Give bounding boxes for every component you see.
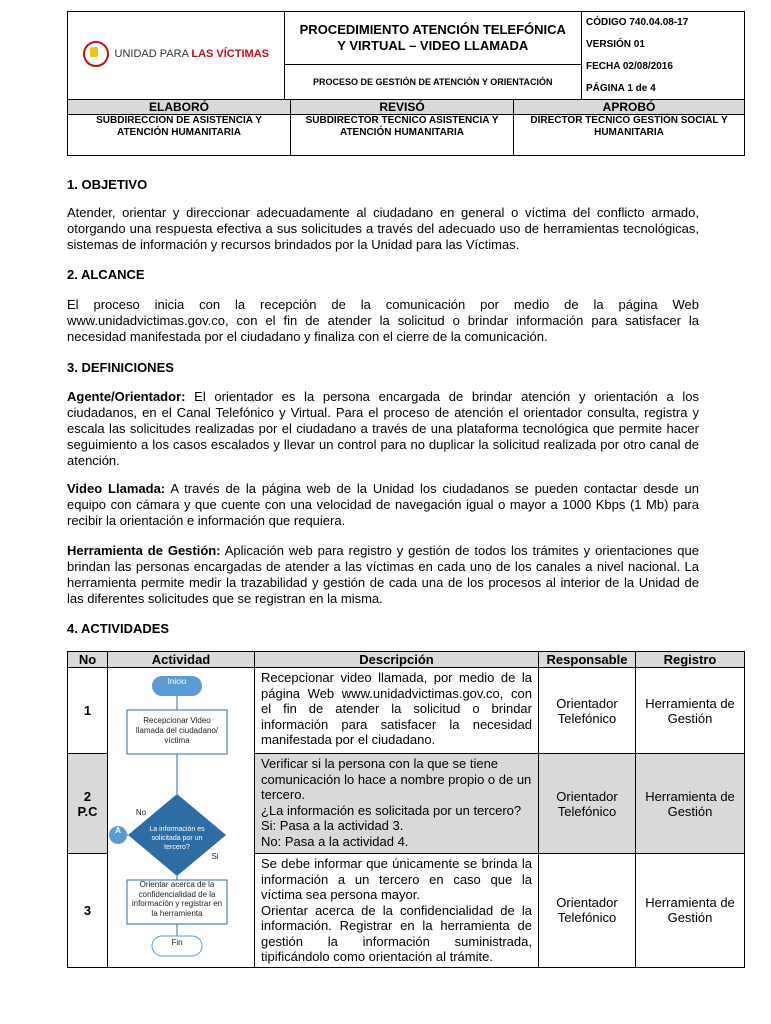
col-responsable: Responsable (539, 652, 636, 668)
heading-actividades: 4. ACTIVIDADES (67, 621, 170, 636)
row-description: Verificar si la persona con la que se tiene comunicación lo hace a nombre propio o de un tercero. ¿La información es solicitada por un tercero? Si: Pasa a la actividad 3. No: Pasa a la actividad 4. (255, 754, 539, 854)
col-descripcion: Descripción (255, 652, 539, 668)
flowchart (108, 670, 254, 964)
definition-term: Herramienta de Gestión: (67, 543, 221, 558)
approvals-header-reviso: REVISÓ (291, 100, 514, 115)
row-record: Herramienta de Gestión (636, 754, 745, 854)
definition-video-llamada: Video Llamada: A través de la página web de la Unidad los ciudadanos se pueden contactar desde un equipo con cámara y que cuente con una velocidad de navegación igual o mayor a 1000 Kbps (1 Mb) para recibir la orientación e información que requiera. (67, 481, 700, 528)
row-record: Herramienta de Gestión (636, 668, 745, 754)
approvals-header-aprobo: APROBÓ (514, 100, 745, 115)
definition-term: Agente/Orientador: (67, 389, 186, 404)
approvals-elaboro: SUBDIRECCIÓN DE ASISTENCIA Y ATENCIÓN HUMANITARIA (68, 115, 291, 156)
doc-page: PÁGINA 1 de 4 (586, 83, 656, 94)
activities-table (67, 651, 745, 968)
col-actividad: Actividad (108, 652, 255, 668)
approvals-table (67, 99, 745, 156)
doc-code: CÓDIGO 740.04.08-17 (586, 17, 689, 28)
approvals-header-elaboro: ELABORÓ (68, 100, 291, 115)
flow-decision-label: La información es solicitada por un tercero? (149, 826, 205, 851)
flow-no-label: No (135, 808, 147, 817)
coat-of-arms-icon (83, 41, 109, 67)
heading-objetivo: 1. OBJETIVO (67, 177, 148, 192)
row-number: 1 (68, 668, 108, 754)
flow-start-label: Inicio (167, 677, 187, 686)
row-number: 3 (68, 854, 108, 968)
logo-cell (68, 12, 285, 101)
document-title: PROCEDIMIENTO ATENCIÓN TELEFÓNICA Y VIRTUAL – VIDEO LLAMADA (284, 12, 581, 65)
flow-connector-label: A (115, 826, 121, 835)
flow-yes-label: Si (211, 852, 219, 861)
col-no: No (68, 652, 108, 668)
definition-agente: Agente/Orientador: El orientador es la persona encargada de brindar atención y orientación a los ciudadanos, en el Canal Telefónico y Virtual. Para el proceso de atención el orientador consulta, registra y escala las solicitudes realizadas por el ciudadano a través de una plataforma tecnológica que permite hacer seguimiento a los casos escalados y llevar un control para no duplicar la solicitud realizada por otro canal de atención. (67, 389, 699, 468)
row-record: Herramienta de Gestión (636, 854, 745, 968)
objetivo-text: Atender, orientar y direccionar adecuadamente al ciudadano en general o víctima del conflicto armado, otorgando una respuesta efectiva a sus solicitudes a través del adecuado uso de herramientas tecnológicas, sistemas de información y recursos brindados por la Unidad para las Víctimas. (67, 205, 699, 252)
document-meta (582, 12, 745, 101)
flowchart-cell (108, 668, 255, 968)
approvals-aprobo: DIRECTOR TÉCNICO GESTIÓN SOCIAL Y HUMANITARIA (514, 115, 745, 156)
col-registro: Registro (636, 652, 745, 668)
doc-date: FECHA 02/08/2016 (586, 61, 673, 72)
row-number: 2 P.C (68, 754, 108, 854)
flow-step3-label: Orientar acerca de la confidencialidad de la información y registrar en la herramienta (131, 880, 223, 918)
definition-herramienta: Herramienta de Gestión: Aplicación web para registro y gestión de todos los trámites y orientaciones que brindan las personas encargadas de atender a las víctimas en cada uno de los canales a nivel nacional. La herramienta permite medir la trazabilidad y gestión de cada una de los procesos al interior de la Unidad de las diferentes solicitudes que se registran en la misma. (67, 543, 699, 606)
flow-step1-label: Recepcionar Video llamada del ciudadano/ víctima (135, 716, 219, 745)
unidad-victimas-logo: UNIDAD PARA LAS VÍCTIMAS (83, 41, 269, 67)
row-responsible: Orientador Telefónico (539, 754, 636, 854)
doc-version: VERSIÓN 01 (586, 39, 645, 50)
document-header (67, 11, 745, 101)
heading-definiciones: 3. DEFINICIONES (67, 360, 174, 375)
row-description: Recepcionar video llamada, por medio de la página Web www.unidadvictimas.gov.co, con el fin de atender la solicitud o brindar información para satisfacer la necesidad manifestada por el ciudadano. (255, 668, 539, 754)
row-responsible: Orientador Telefónico (539, 668, 636, 754)
process-name: PROCESO DE GESTIÓN DE ATENCIÓN Y ORIENTACIÓN (284, 64, 581, 100)
row-responsible: Orientador Telefónico (539, 854, 636, 968)
table-row (68, 668, 745, 754)
alcance-text: El proceso inicia con la recepción de la comunicación por medio de la página Web www.unidadvictimas.gov.co, con el fin de atender la solicitud o brindar información para satisfacer la necesidad manifestada por el ciudadano y finaliza con el cierre de la comunicación. (67, 297, 699, 344)
flow-end-label: Fin (171, 938, 183, 947)
row-description: Se debe informar que únicamente se brinda la información a un tercero en caso que la víctima sea persona mayor. Orientar acerca de la confidencialidad de la información. Registrar en la herramienta de gestión la información suministrada, tipificándolo como orientación al trámite. (255, 854, 539, 968)
approvals-reviso: SUBDIRECTOR TECNICO ASISTENCIA Y ATENCIÓN HUMANITARIA (291, 115, 514, 156)
heading-alcance: 2. ALCANCE (67, 267, 145, 282)
definition-term: Video Llamada: (67, 481, 166, 496)
